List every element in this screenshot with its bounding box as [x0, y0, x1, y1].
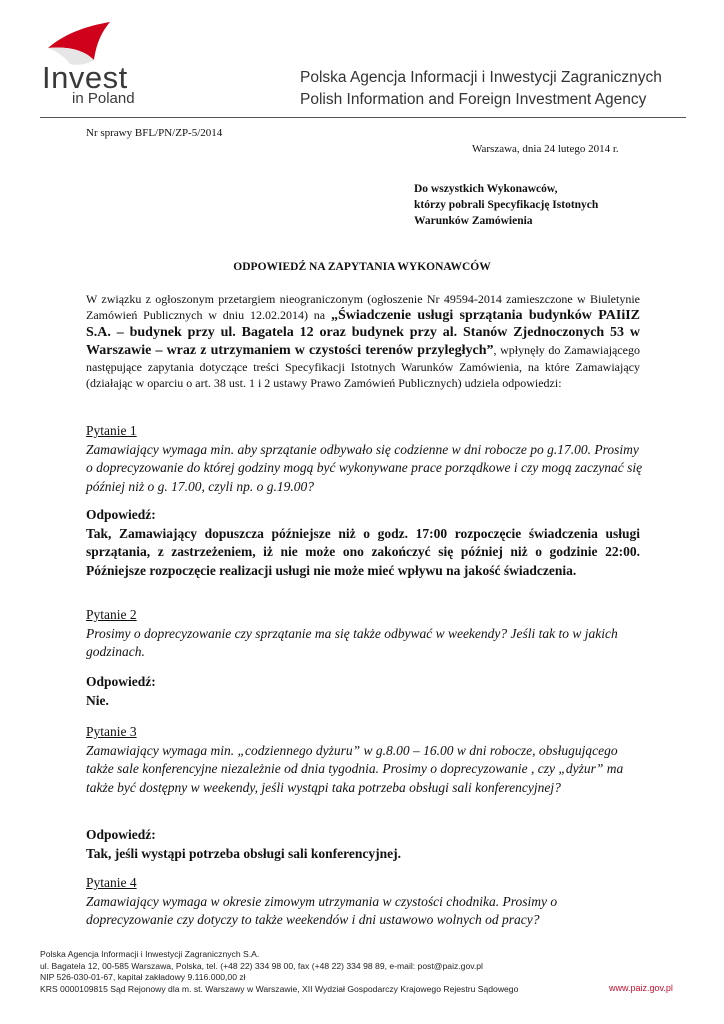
question-block [86, 723, 646, 797]
question-label: Pytanie 1 [86, 423, 137, 438]
date-line: Warszawa, dnia 24 lutego 2014 r. [472, 143, 619, 155]
footer-website-link[interactable]: www.paiz.gov.pl [609, 983, 673, 993]
answer-block [86, 673, 640, 710]
agency-name-pl: Polska Agencja Informacji i Inwestycji Zagranicznych [300, 69, 662, 86]
question-block [86, 422, 646, 496]
question-label: Pytanie 2 [86, 607, 137, 622]
answer-text: Nie. [86, 692, 109, 708]
agency-name-en: Polish Information and Foreign Investment Agency [300, 91, 647, 108]
answer-label: Odpowiedź: [86, 507, 156, 522]
intro-text: , wpłynęły do Zamawiającego następujące zapytania dotyczące treści Specyfikacji Istotnych Warunków Zamówienia, na które Zamawiający (działając w oparciu o art. 38 ust. 1 i 2 ustawy Prawo Zamówień Publicznych) udziela odpowiedzi: [86, 342, 641, 391]
logo-subtitle: in Poland [72, 90, 135, 107]
footer-line: ul. Bagatela 12, 00-585 Warszawa, Polska, tel. (+48 22) 334 98 00, fax (+48 22) 334 98 89, e-mail: post@paiz.gov.pl [40, 960, 483, 971]
logo-wordmark: Invest [42, 60, 128, 95]
question-label: Pytanie 4 [86, 875, 137, 890]
intro-paragraph [86, 291, 640, 391]
case-number: Nr sprawy BFL/PN/ZP-5/2014 [86, 127, 223, 139]
header-divider [40, 117, 686, 118]
addressee-line: Do wszystkich Wykonawców, [414, 183, 558, 195]
question-text: Zamawiający wymaga w okresie zimowym utrzymania w czystości chodnika. Prosimy o doprecyzowanie czy dotyczy to także weekendów i dni ustawowo wolnych od pracy? [86, 893, 558, 927]
footer-line: NIP 526-030-01-67, kapitał zakładowy 9.116.000,00 zł [40, 972, 246, 983]
question-block [86, 874, 646, 930]
question-text: Zamawiający wymaga min. aby sprzątanie odbywało się codzienne w dni robocze po g.17.00. Prosimy o doprecyzowanie do której godziny mogą być wykonywane prace porządkowe i czy mogą zaczynać się później niż o g. 17.00, czyli np. o g.19.00? [86, 441, 643, 494]
answer-block [86, 826, 640, 863]
question-text: Zamawiający wymaga min. „codziennego dyżuru” w g.8.00 – 16.00 w dni robocze, obsługującego także sale konferencyjne niezależnie od dnia tygodnia. Prosimy o doprecyzowanie , czy „dyżur” ma także być dostępny w weekendy, jeśli wystąpi taka potrzeba obsługi sali konferencyjnej? [86, 742, 624, 795]
answer-label: Odpowiedź: [86, 674, 156, 689]
answer-block [86, 506, 640, 580]
intro-subject: „Świadczenie usługi sprzątania budynków PAIiIZ S.A. – budynek przy ul. Bagatela 12 oraz budynek przy al. Stanów Zjednoczonych 53 w Warszawie – wraz z utrzymaniem w czystości terenów przyległych” [86, 308, 640, 358]
addressee-line: którzy pobrali Specyfikację Istotnych [414, 199, 599, 211]
addressee-line: Warunków Zamówienia [414, 215, 533, 227]
footer-line: KRS 0000109815 Sąd Rejonowy dla m. st. Warszawy w Warszawie, XII Wydział Gospodarczy Krajowego Rejestru Sądowego [40, 983, 519, 994]
question-text: Prosimy o doprecyzowanie czy sprzątanie ma się także odbywać w weekendy? Jeśli tak to w jakich godzinach. [86, 625, 618, 659]
document-title: ODPOWIEDŹ NA ZAPYTANIA WYKONAWCÓW [233, 261, 491, 273]
addressee-block [414, 181, 598, 229]
footer-company-info [40, 949, 518, 995]
answer-label: Odpowiedź: [86, 827, 156, 842]
question-block [86, 606, 646, 662]
answer-text: Tak, jeśli wystąpi potrzeba obsługi sali konferencyjnej. [86, 845, 402, 861]
intro-text: W związku z ogłoszonym przetargiem nieograniczonym (ogłoszenie Nr 49594-2014 zamieszczone w Biuletynie Zamówień Publicznych w dniu 12.02.2014) na [86, 292, 640, 323]
footer-line: Polska Agencja Informacji i Inwestycji Zagranicznych S.A. [40, 949, 260, 959]
answer-text: Tak, Zamawiający dopuszcza późniejsze niż o godz. 17:00 rozpoczęcie świadczenia usługi sprzątania, z zastrzeżeniem, iż nie może ono zakończyć się później niż o godzinie 22:00. Późniejsze rozpoczęcie realizacji usługi nie może mieć wpływu na jakość świadczenia. [86, 525, 640, 578]
question-label: Pytanie 3 [86, 724, 137, 739]
